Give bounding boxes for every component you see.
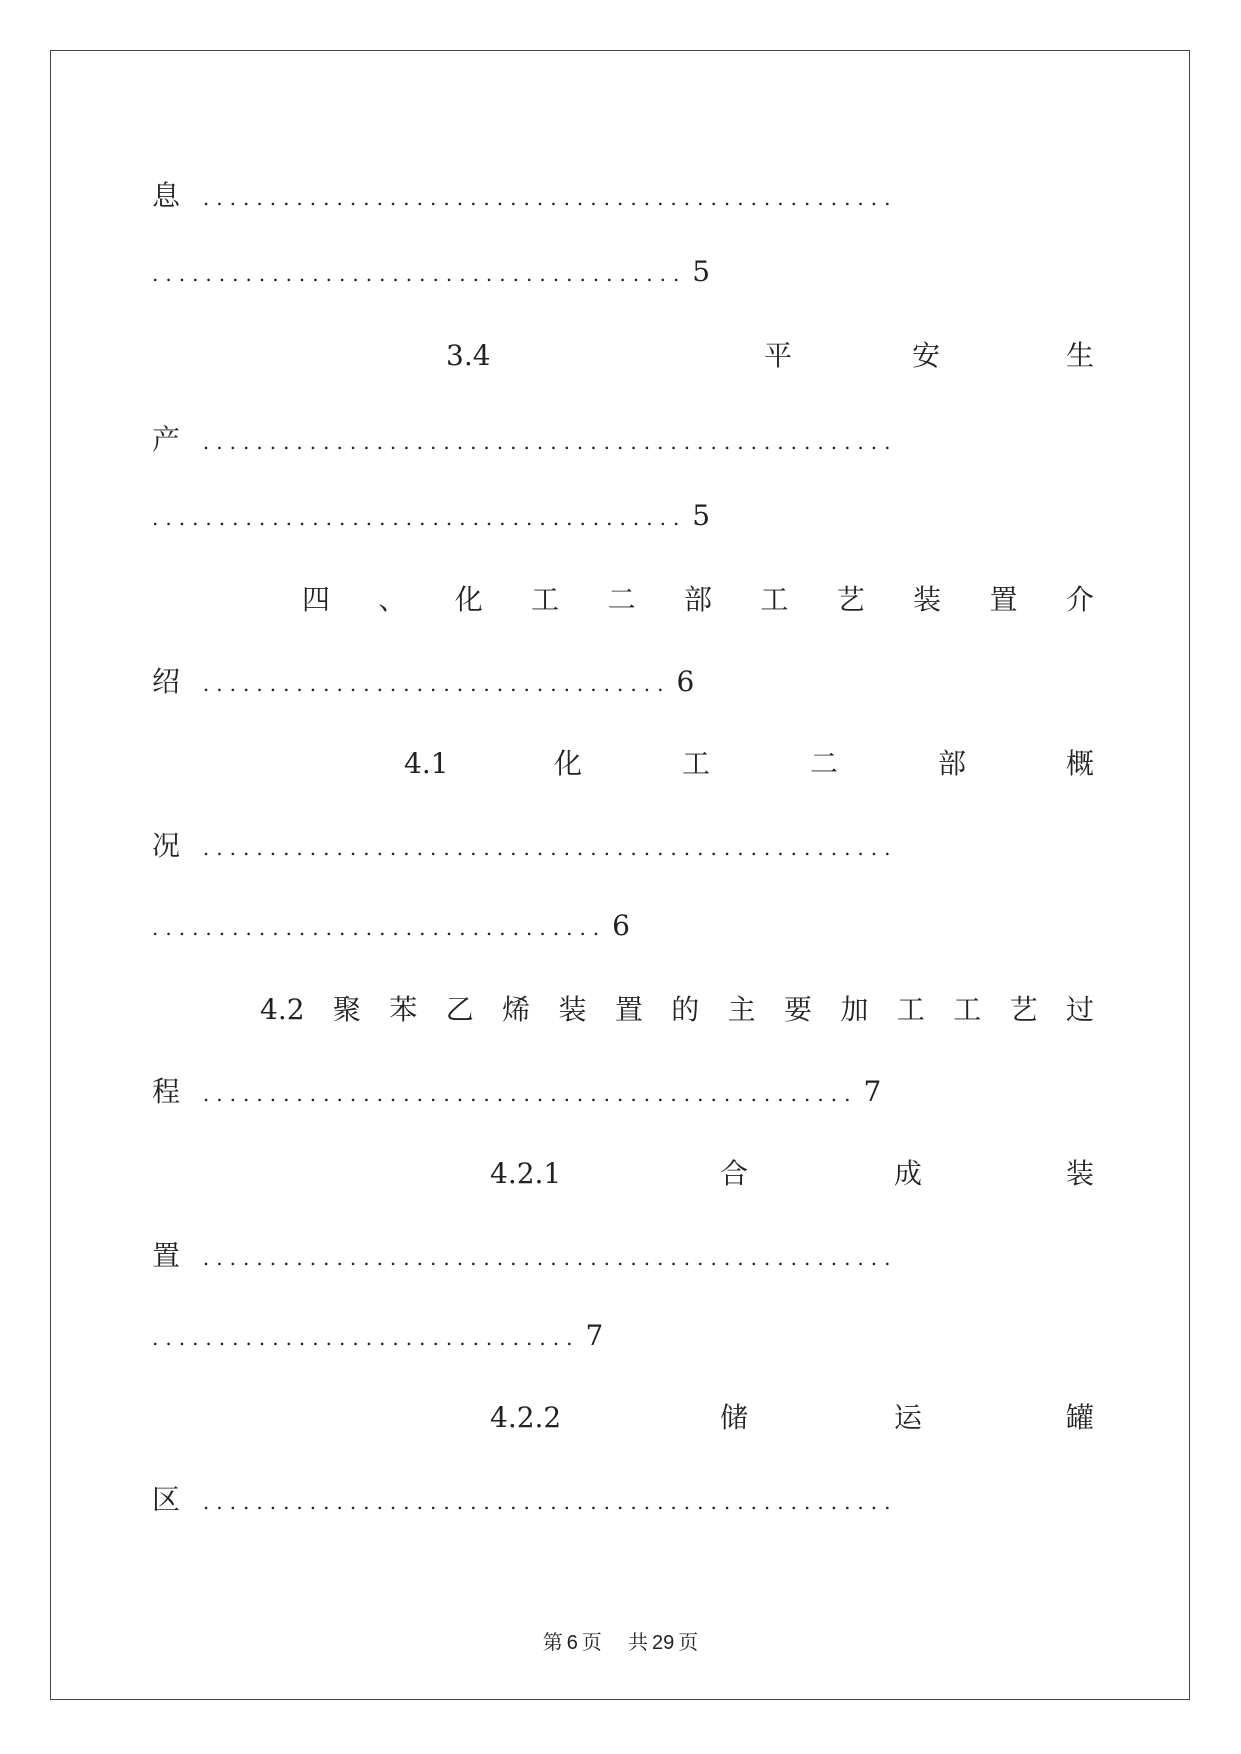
toc-heading-char: 二	[810, 747, 839, 780]
toc-heading	[260, 990, 1094, 1030]
toc-section-number: 4.2.2	[490, 1401, 562, 1434]
toc-heading-char: 平	[764, 339, 793, 372]
toc-heading-char: 要	[784, 993, 813, 1026]
toc-line	[152, 826, 1094, 866]
toc-line-head: 产	[152, 423, 181, 456]
toc-heading-char: 罐	[1066, 1401, 1095, 1434]
toc-heading-char: 二	[607, 583, 636, 616]
toc-leader-dots: ....................................................	[202, 836, 898, 860]
toc-leader-dots: ........................................	[152, 506, 687, 530]
toc-heading	[152, 1398, 1094, 1438]
toc-heading-char: 苯	[389, 993, 418, 1026]
toc-leader-dots: ..................................	[152, 916, 607, 940]
toc-leader-dots: ....................................................	[202, 1490, 898, 1514]
toc-heading-char: 装	[558, 993, 587, 1026]
footer-prefix: 第	[542, 1632, 563, 1654]
footer-page-label: 页	[581, 1632, 602, 1654]
toc-line	[152, 1480, 1094, 1520]
toc-heading-char: 运	[894, 1401, 923, 1434]
toc-heading-char: 合	[720, 1157, 749, 1190]
toc-leader-dots: ........................................	[152, 262, 687, 286]
footer-total-pages: 29	[652, 1632, 675, 1654]
toc-heading	[152, 336, 1094, 376]
toc-section-number: 3.4	[446, 339, 491, 372]
toc-heading-char: 过	[1065, 993, 1094, 1026]
page-border	[50, 50, 1190, 1700]
toc-line	[152, 420, 1094, 460]
footer-total-label: 页	[678, 1632, 699, 1654]
toc-page-number: 6	[612, 909, 630, 942]
toc-page-number: 5	[692, 255, 711, 288]
toc-line	[152, 1236, 1094, 1276]
toc-heading	[152, 1154, 1094, 1194]
toc-line	[152, 662, 1094, 702]
toc-page-number: 6	[676, 665, 695, 698]
toc-line-head: 置	[152, 1239, 181, 1272]
toc-leader-dots: ...................................	[202, 672, 671, 696]
toc-heading-char: 主	[727, 993, 756, 1026]
toc-heading-char: 置	[614, 993, 643, 1026]
toc-heading-char: 成	[894, 1157, 923, 1190]
toc-page-number: 7	[585, 1319, 604, 1352]
toc-heading-char: 工	[682, 747, 711, 780]
toc-heading-char: 工	[896, 993, 925, 1026]
toc-line	[152, 176, 1094, 216]
toc-heading-char: 烯	[502, 993, 531, 1026]
toc-heading-char: 生	[1066, 339, 1095, 372]
toc-heading-char: 艺	[836, 583, 865, 616]
toc-heading-char: 化	[554, 747, 583, 780]
toc-line	[152, 252, 1094, 292]
toc-section-number: 4.2	[260, 993, 305, 1026]
toc-heading-char: 工	[953, 993, 982, 1026]
toc-heading-char: 、	[378, 583, 407, 616]
toc-heading-char: 加	[840, 993, 869, 1026]
toc-line-head: 况	[152, 829, 181, 862]
toc-line	[152, 1072, 1094, 1112]
toc-heading-char: 部	[938, 747, 967, 780]
toc-page-number: 7	[863, 1075, 882, 1108]
toc-leader-dots: ....................................................	[202, 1246, 898, 1270]
toc-heading-char: 储	[720, 1401, 749, 1434]
toc-leader-dots: .................................................	[202, 1082, 858, 1106]
toc-heading-char: 装	[913, 583, 942, 616]
toc-leader-dots: ....................................................	[202, 186, 898, 210]
toc-heading-char: 安	[912, 339, 941, 372]
toc-heading-char: 四	[302, 583, 331, 616]
toc-heading-char: 乙	[445, 993, 474, 1026]
toc-line-head: 区	[152, 1483, 181, 1516]
toc-page-number: 5	[692, 499, 711, 532]
toc-section-number: 4.1	[404, 747, 449, 780]
toc-heading-char: 工	[760, 583, 789, 616]
toc-leader-dots: ................................	[152, 1326, 580, 1350]
toc-heading-char: 装	[1066, 1157, 1095, 1190]
toc-heading	[302, 580, 1094, 620]
toc-heading-char: 艺	[1009, 993, 1038, 1026]
footer-current-page: 6	[566, 1632, 578, 1654]
toc-leader-dots: ....................................................	[202, 430, 898, 454]
page-footer	[0, 1626, 1241, 1655]
toc-line	[152, 1316, 1094, 1356]
toc-heading-char: 聚	[332, 993, 361, 1026]
toc-heading	[152, 744, 1094, 784]
toc-line	[152, 906, 1094, 946]
footer-total-prefix: 共	[628, 1632, 649, 1654]
toc-line-head: 绍	[152, 665, 181, 698]
toc-heading-char: 工	[531, 583, 560, 616]
toc-line-head: 程	[152, 1075, 181, 1108]
toc-heading-char: 的	[671, 993, 700, 1026]
toc-section-number: 4.2.1	[490, 1157, 562, 1190]
toc-heading-char: 化	[454, 583, 483, 616]
toc-heading-char: 部	[683, 583, 712, 616]
toc-line-head: 息	[152, 179, 181, 212]
toc-heading-char: 置	[989, 583, 1018, 616]
toc-line	[152, 496, 1094, 536]
toc-heading-char: 概	[1066, 747, 1095, 780]
toc-heading-char: 介	[1065, 583, 1094, 616]
